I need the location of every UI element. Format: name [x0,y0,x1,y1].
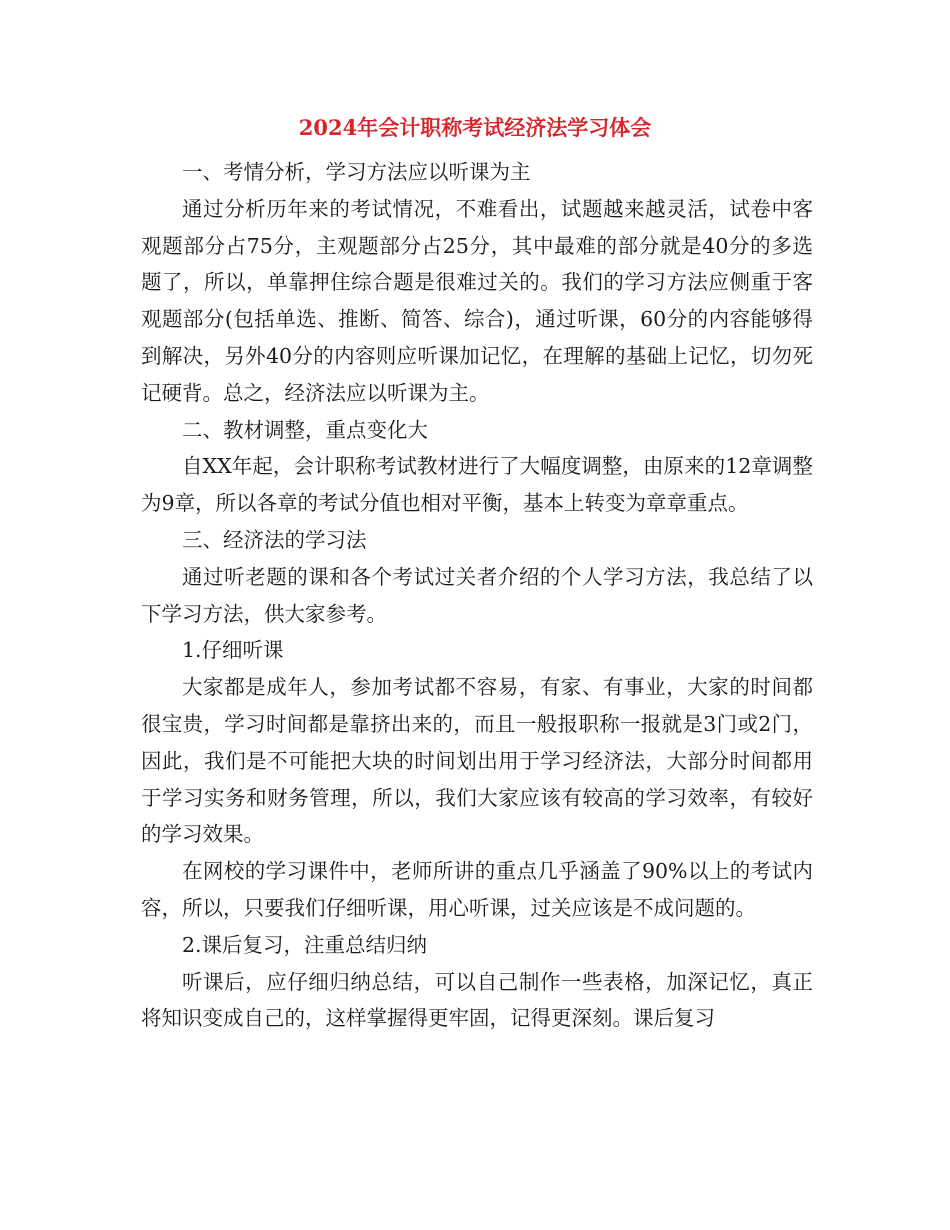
document-title: 2024年会计职称考试经济法学习体会 [298,115,652,140]
paragraph: 听课后，应仔细归纳总结，可以自己制作一些表格，加深记忆，真正将知识变成自己的，这样掌握得更牢固，记得更深刻。课后复习 [141,969,813,1031]
paragraph: 大家都是成年人，参加考试都不容易，有家、有事业，大家的时间都很宝贵，学习时间都是靠挤出来的，而且一般报职称一报就是3门或2门，因此，我们是不可能把大块的时间划出用于学习经济法，大部分时间都用于学习实务和财务管理，所以，我们大家应该有较高的学习效率，有较好的学习效果。 [141,675,813,847]
paragraph: 自XX年起，会计职称考试教材进行了大幅度调整，由原来的12章调整为9章，所以各章的考试分值也相对平衡，基本上转变为章章重点。 [141,454,813,516]
subheading-2: 2.课后复习，注重总结归纳 [182,932,428,957]
section-heading-2: 二、教材调整，重点变化大 [182,417,428,442]
section-heading-1: 一、考情分析，学习方法应以听课为主 [182,160,531,184]
document-body [141,154,813,1037]
paragraph: 通过听老题的课和各个考试过关者介绍的个人学习方法，我总结了以下学习方法，供大家参考。 [141,564,813,626]
paragraph: 在网校的学习课件中，老师所讲的重点几乎涵盖了90%以上的考试内容，所以，只要我们仔细听课，用心听课，过关应该是不成问题的。 [141,859,813,920]
paragraph: 通过分析历年来的考试情况，不难看出，试题越来越灵活，试卷中客观题部分占75分，主观题部分占25分，其中最难的部分就是40分的多选题了，所以，单靠押住综合题是很难过关的。我们的学习方法应侧重于客观题部分(包括单选、推断、简答、综合)，通过听课，60分的内容能够得到解决，另外40分的内容则应听课加记忆，在理解的基础上记忆，切勿死记硬背。总之，经济法应以听课为主。 [141,196,813,405]
section-heading-3: 三、经济法的学习法 [182,527,367,552]
subheading-1: 1.仔细听课 [182,638,284,663]
